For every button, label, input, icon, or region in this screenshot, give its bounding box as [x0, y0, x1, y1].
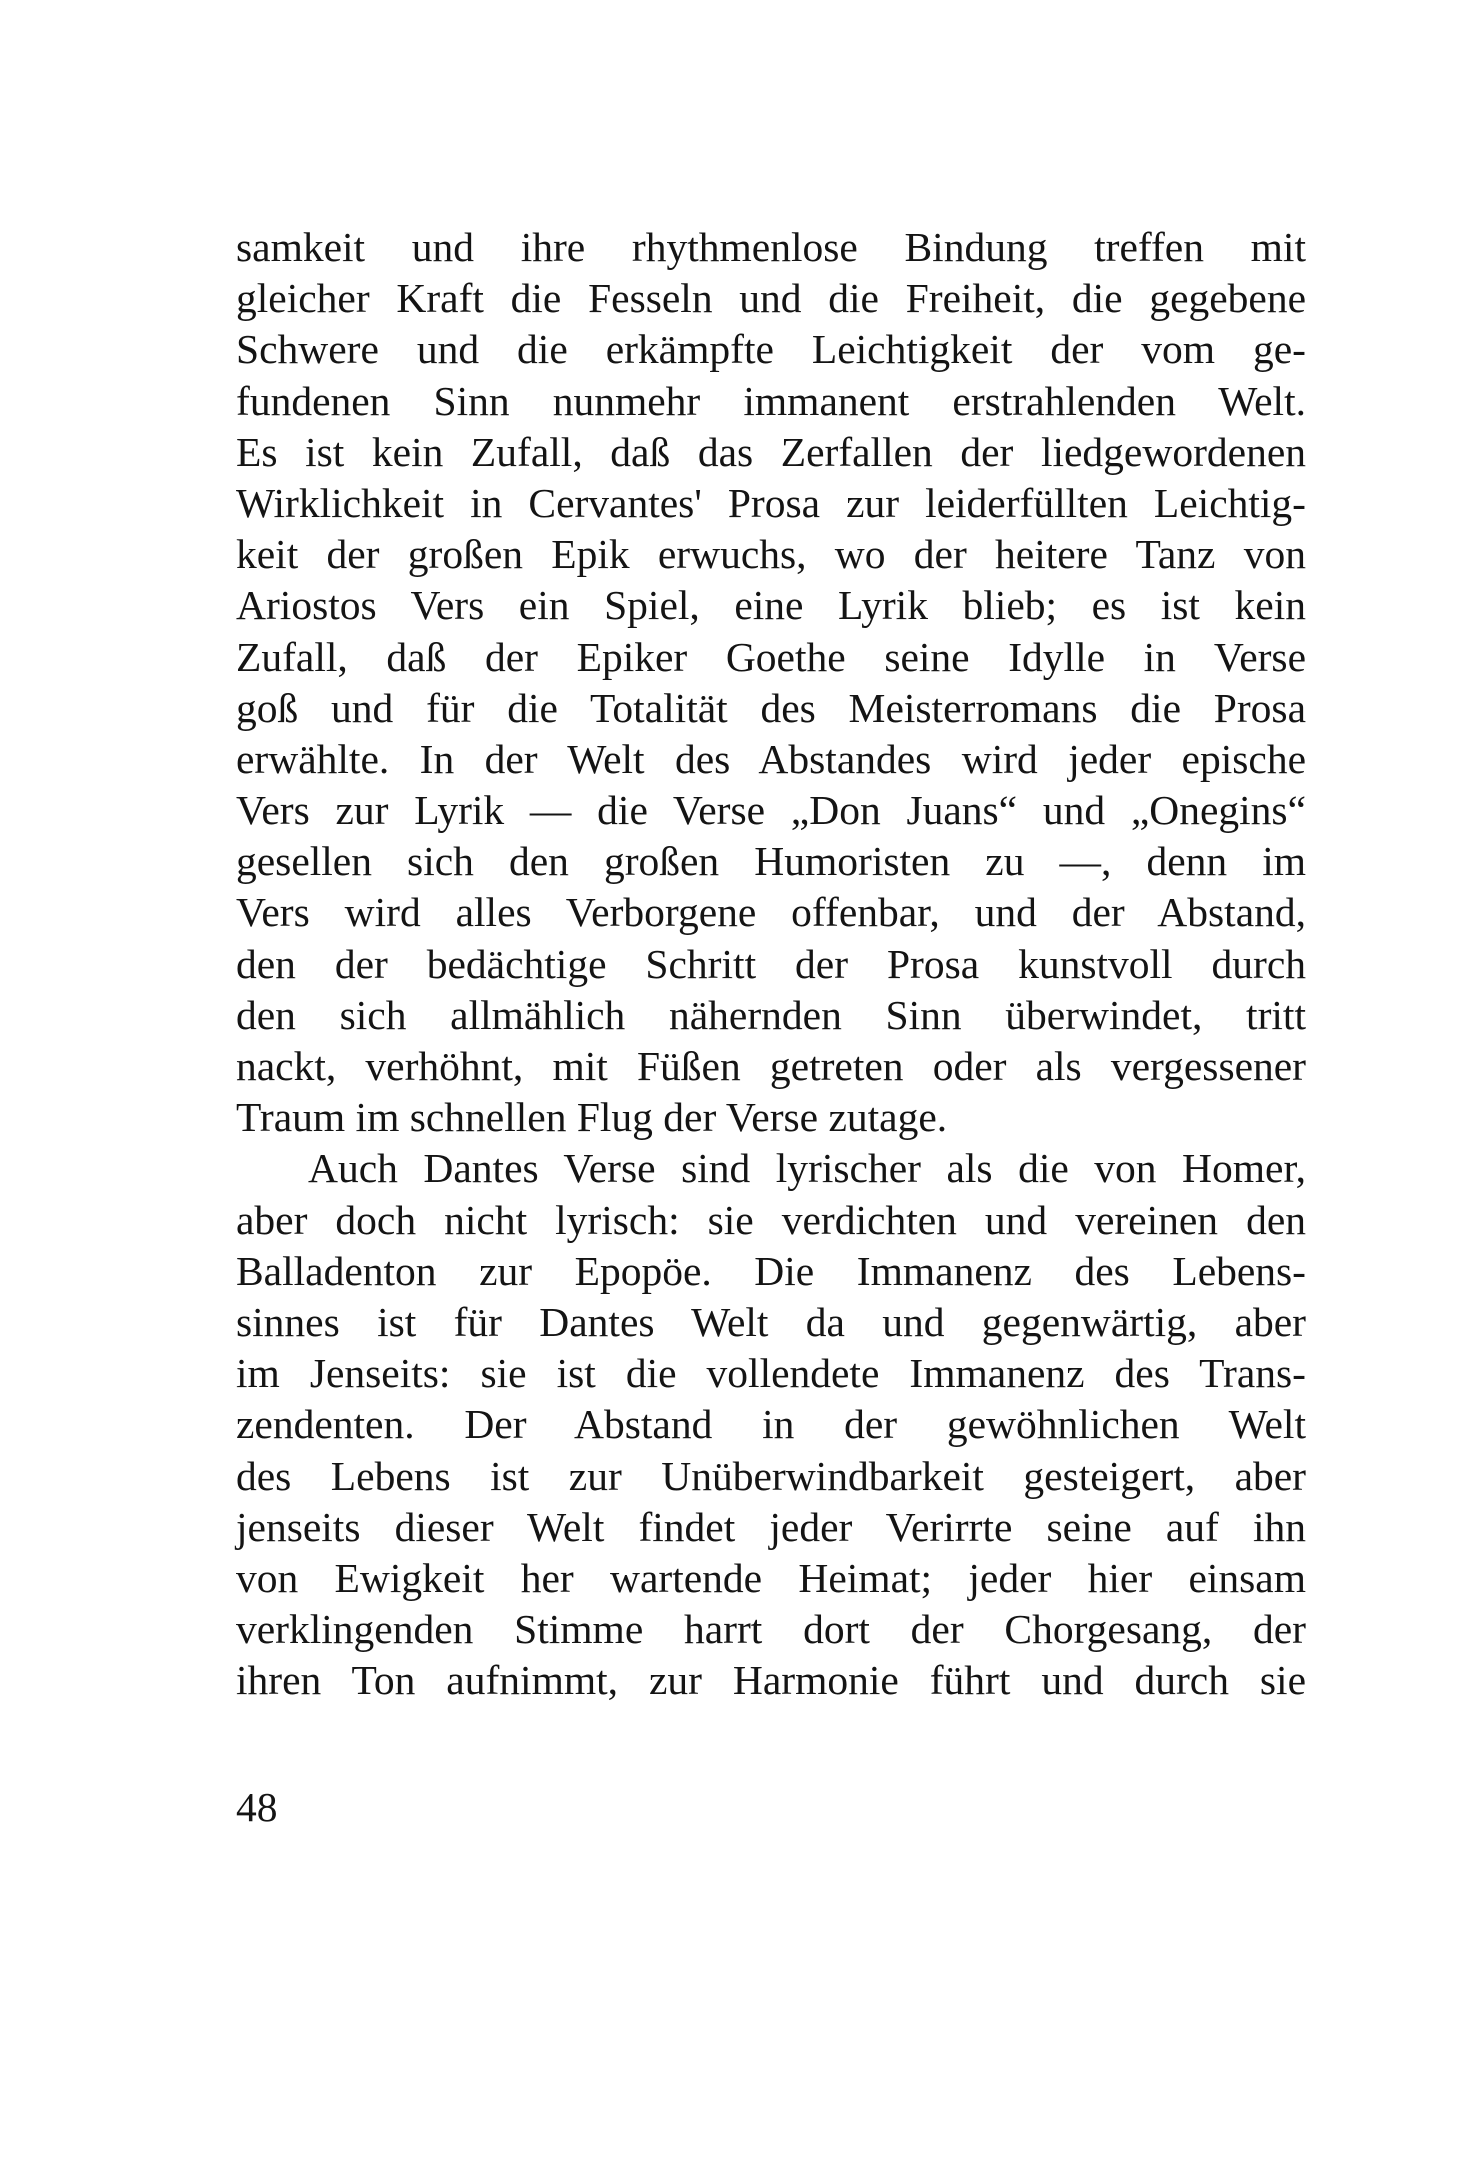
text-line: Ariostos Vers ein Spiel, eine Lyrik blieb; es ist kein: [236, 582, 1306, 629]
text-line: sinnes ist für Dantes Welt da und gegenwärtig, aber: [236, 1298, 1306, 1345]
text-line: Wirklichkeit in Cervantes' Prosa zur leiderfüllten Leichtig-: [236, 479, 1306, 526]
text-line: Schwere und die erkämpfte Leichtigkeit der vom ge-: [236, 326, 1306, 373]
text-line: von Ewigkeit her wartende Heimat; jeder hier einsam: [236, 1554, 1306, 1601]
page-number: 48: [236, 1784, 278, 1830]
paragraph-1: [236, 222, 1306, 1143]
text-line: ihren Ton aufnimmt, zur Harmonie führt und durch sie: [236, 1657, 1306, 1704]
text-line: samkeit und ihre rhythmenlose Bindung treffen mit: [236, 224, 1306, 270]
text-line: erwählte. In der Welt des Abstandes wird jeder epische: [236, 735, 1306, 782]
text-line: nackt, verhöhnt, mit Füßen getreten oder als vergessener: [236, 1043, 1306, 1089]
text-line: Balladenton zur Epopöe. Die Immanenz des Lebens-: [236, 1247, 1306, 1294]
text-line: gleicher Kraft die Fesseln und die Freiheit, die gegebene: [236, 275, 1306, 322]
text-line: goß und für die Totalität des Meisterromans die Prosa: [236, 684, 1306, 731]
text-line: Zufall, daß der Epiker Goethe seine Idylle in Verse: [236, 633, 1306, 680]
text-line: zendenten. Der Abstand in der gewöhnlichen Welt: [236, 1401, 1306, 1448]
text-line: fundenen Sinn nunmehr immanent erstrahlenden Welt.: [236, 377, 1306, 424]
text-line: verklingenden Stimme harrt dort der Chorgesang, der: [236, 1606, 1306, 1653]
text-line: Es ist kein Zufall, daß das Zerfallen der liedgewordenen: [236, 428, 1306, 475]
text-line: des Lebens ist zur Unüberwindbarkeit gesteigert, aber: [236, 1452, 1306, 1499]
text-line: gesellen sich den großen Humoristen zu —, denn im: [236, 838, 1306, 885]
paragraph-2: [236, 1143, 1306, 1706]
text-line: keit der großen Epik erwuchs, wo der heitere Tanz von: [236, 531, 1306, 578]
text-line: jenseits dieser Welt findet jeder Verirrte seine auf ihn: [236, 1503, 1306, 1550]
body-text: [236, 222, 1306, 1706]
text-line: aber doch nicht lyrisch: sie verdichten und vereinen den: [236, 1196, 1306, 1243]
text-line: im Jenseits: sie ist die vollendete Immanenz des Trans-: [236, 1350, 1306, 1397]
text-line: Auch Dantes Verse sind lyrischer als die von Homer,: [308, 1145, 1306, 1192]
text-line: den sich allmählich nähernden Sinn überwindet, tritt: [236, 991, 1306, 1038]
text-line: den der bedächtige Schritt der Prosa kunstvoll durch: [236, 940, 1306, 987]
text-line: Vers zur Lyrik — die Verse „Don Juans“ und „Onegins“: [236, 787, 1306, 834]
text-line: Vers wird alles Verborgene offenbar, und der Abstand,: [236, 889, 1306, 936]
text-line: Traum im schnellen Flug der Verse zutage.: [236, 1094, 948, 1141]
